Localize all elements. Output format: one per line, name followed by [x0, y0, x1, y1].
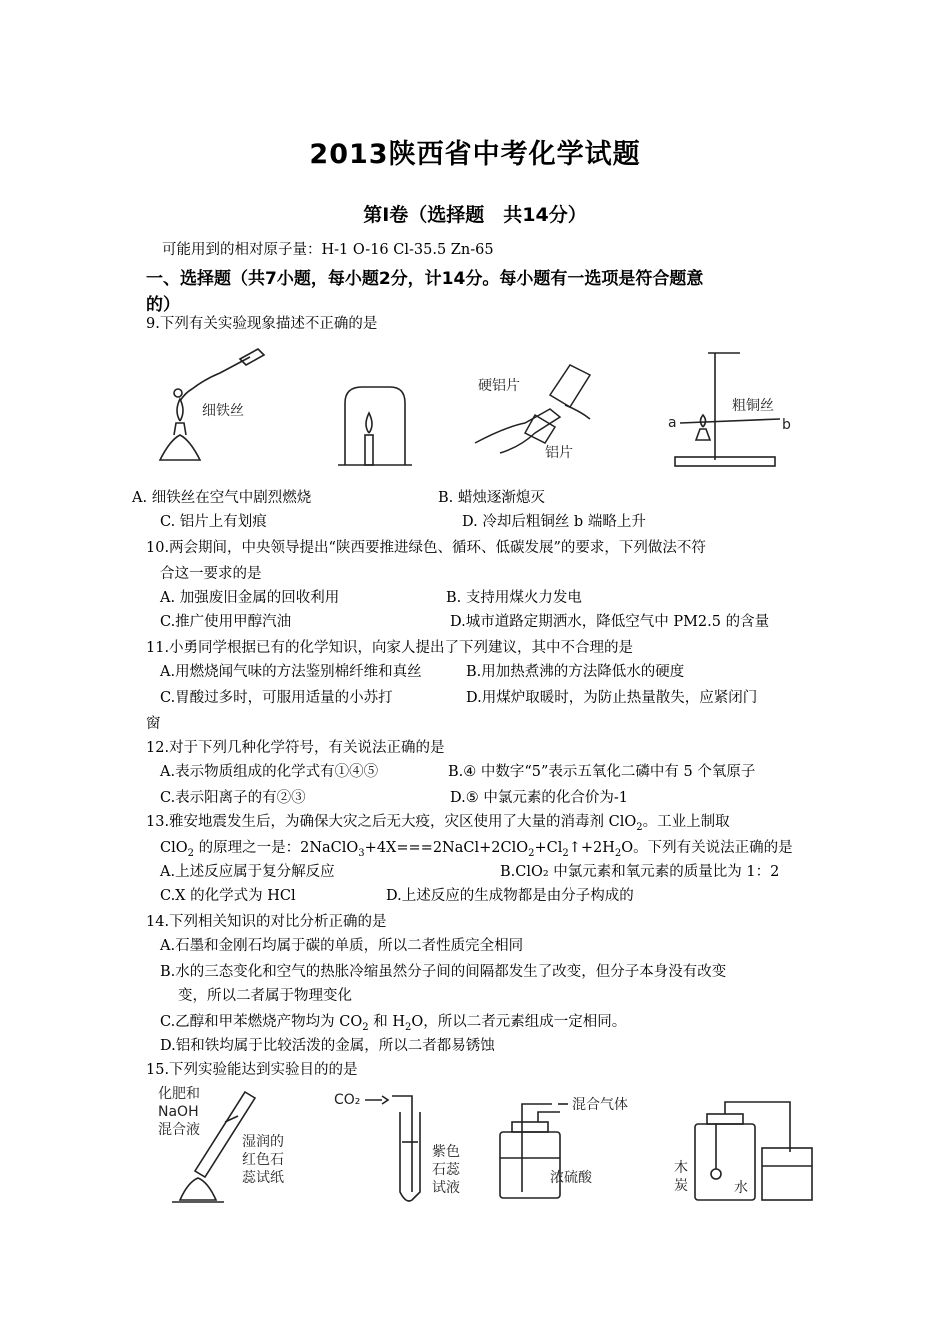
- q9-stem: 9.下列有关实验现象描述不正确的是: [146, 316, 378, 332]
- oxygen-content-apparatus: [695, 1102, 812, 1200]
- q11-option-a: A.用燃烧闻气味的方法鉴别棉纤维和真丝: [160, 664, 422, 680]
- label-litmus-3: 试液: [432, 1180, 460, 1196]
- label-litmus-paper-3: 蕊试纸: [242, 1170, 284, 1186]
- q13-option-c: C.X 的化学式为 HCl: [160, 888, 296, 904]
- label-mixed-gas: 混合气体: [572, 1097, 628, 1113]
- label-sulfuric-acid: 浓硫酸: [550, 1170, 592, 1186]
- q14-stem: 14.下列相关知识的对比分析正确的是: [146, 914, 387, 930]
- q11-option-c: C.胃酸过多时，可服用适量的小苏打: [160, 690, 393, 706]
- label-a: a: [668, 415, 677, 431]
- label-co2: CO₂: [334, 1092, 361, 1108]
- q11-option-d-line1: D.用煤炉取暖时，为防止热量散失，应紧闭门: [466, 690, 758, 706]
- q10-stem-line2: 合这一要求的是: [160, 566, 262, 582]
- label-litmus-paper-2: 红色石: [242, 1152, 284, 1168]
- candle-jar-apparatus: [338, 387, 412, 465]
- q12-option-d: D.⑤ 中氯元素的化合价为-1: [450, 790, 628, 806]
- q13-option-b: B.ClO₂ 中氯元素和氧元素的质量比为 1：2: [500, 864, 780, 880]
- q14-option-b-line1: B.水的三态变化和空气的热胀冷缩虽然分子间的间隔都发生了改变，但分子本身没有改变: [160, 964, 727, 980]
- q10-option-b: B. 支持用煤火力发电: [446, 590, 582, 606]
- q11-stem: 11.小勇同学根据已有的化学知识，向家人提出了下列建议，其中不合理的是: [146, 640, 634, 656]
- q11-option-b: B.用加热煮沸的方法降低水的硬度: [466, 664, 685, 680]
- q9-option-d: D. 冷却后粗铜丝 b 端略上升: [462, 514, 646, 530]
- label-charcoal-2: 炭: [674, 1178, 688, 1194]
- q14-option-b-line2: 变，所以二者属于物理变化: [178, 988, 352, 1004]
- label-fertilizer-2: NaOH: [158, 1104, 199, 1120]
- label-hard-aluminum: 硬铝片: [478, 378, 520, 394]
- label-charcoal-1: 木: [674, 1160, 688, 1176]
- label-fertilizer-3: 混合液: [158, 1122, 200, 1138]
- q15-figure: [150, 1082, 815, 1212]
- q13-option-d: D.上述反应的生成物都是由分子构成的: [386, 888, 634, 904]
- q12-option-b: B.④ 中数字“5”表示五氧化二磷中有 5 个氧原子: [448, 764, 756, 780]
- q14-option-a: A.石墨和金刚石均属于碳的单质，所以二者性质完全相同: [160, 938, 524, 954]
- q10-option-d: D.城市道路定期洒水，降低空气中 PM2.5 的含量: [450, 614, 770, 630]
- q13-option-a: A.上述反应属于复分解反应: [160, 864, 335, 880]
- label-aluminum: 铝片: [545, 445, 573, 461]
- label-copper-wire: 粗铜丝: [732, 398, 774, 414]
- q12-stem: 12.对于下列几种化学符号，有关说法正确的是: [146, 740, 445, 756]
- q10-option-c: C.推广使用甲醇汽油: [160, 614, 292, 630]
- label-litmus-1: 紫色: [432, 1144, 460, 1160]
- q9-option-b: B. 蜡烛逐渐熄灭: [438, 490, 545, 506]
- q13-stem-line1: 13.雅安地震发生后，为确保大灾之后无大疫，灾区使用了大量的消毒剂 ClO$_2$。工业上制取: [146, 814, 730, 833]
- q12-option-c: C.表示阳离子的有②③: [160, 790, 306, 806]
- q9-figure: [140, 335, 810, 475]
- label-litmus-paper-1: 湿润的: [242, 1134, 284, 1150]
- q9-option-c: C. 铝片上有划痕: [160, 514, 267, 530]
- q14-option-c: C.乙醇和甲苯燃烧产物均为 $CO_2$ 和 $H_2O$，所以二者元素组成一定相同。: [160, 1014, 627, 1033]
- label-litmus-2: 石蕊: [432, 1162, 460, 1178]
- section-heading-line1: 一、选择题（共7小题，每小题2分，计14分。每小题有一选项是符合题意: [146, 269, 704, 289]
- label-b: b: [782, 417, 791, 433]
- label-fertilizer-1: 化肥和: [158, 1086, 200, 1102]
- atomic-mass-note: 可能用到的相对原子量：H-1 O-16 Cl-35.5 Zn-65: [162, 242, 494, 258]
- q15-stem: 15.下列实验能达到实验目的的是: [146, 1062, 358, 1078]
- q9-option-a: A. 细铁丝在空气中剧烈燃烧: [132, 490, 312, 506]
- page-title: 2013陕西省中考化学试题: [309, 139, 641, 170]
- co2-litmus-apparatus: [365, 1096, 420, 1201]
- q10-stem-line1: 10.两会期间，中央领导提出“陕西要推进绿色、循环、低碳发展”的要求，下列做法不符: [146, 540, 706, 556]
- section-heading-line2: 的）: [146, 295, 180, 315]
- q10-option-a: A. 加强废旧金属的回收利用: [160, 590, 340, 606]
- label-water: 水: [734, 1180, 748, 1196]
- q14-option-d: D.铝和铁均属于比较活泼的金属，所以二者都易锈蚀: [160, 1038, 495, 1054]
- q12-option-a: A.表示物质组成的化学式有①④⑤: [160, 764, 379, 780]
- label-iron-wire: 细铁丝: [202, 403, 244, 419]
- q13-stem-line2: ClO$_2$ 的原理之一是：$2NaClO_3+4X===2NaCl+2ClO_2+Cl_2↑+2H_2O$。下列有关说法正确的是: [160, 840, 793, 859]
- part-heading: 第Ⅰ卷（选择题 共14分）: [363, 204, 587, 226]
- q11-option-d-line2: 窗: [146, 716, 161, 732]
